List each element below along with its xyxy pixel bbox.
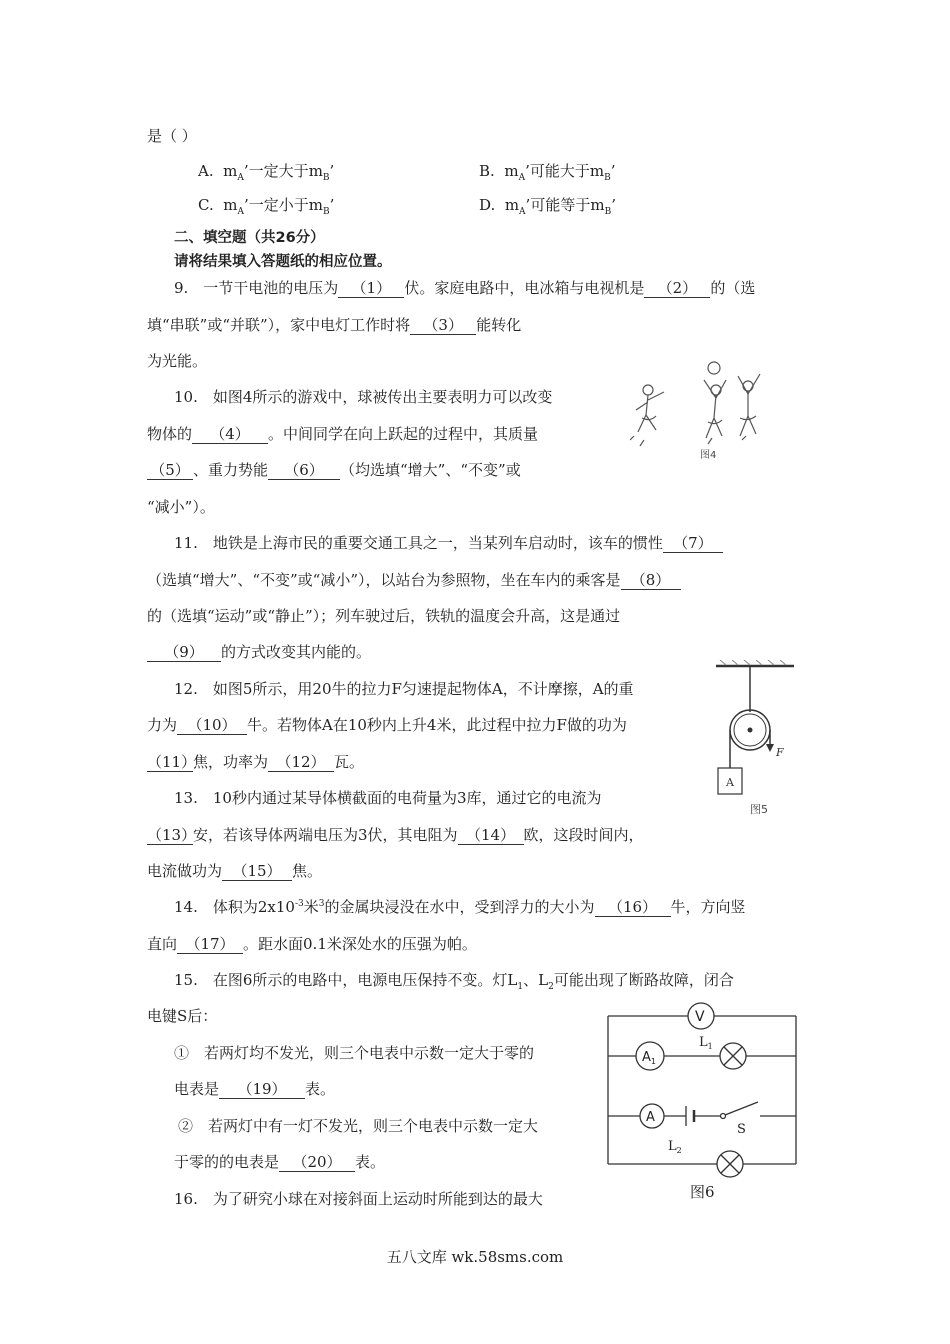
q8-option-a: A. $m_A$’一定大于$m_B$’ [198, 162, 335, 183]
q13-line2: （13）安，若该导体两端电压为3伏，其电阻为 （14） 欧，这段时间内， [147, 826, 644, 844]
q8-option-b: B. $m_A$’可能大于$m_B$’ [479, 162, 616, 183]
q15-line6: 于零的的电表是 （20） 表。 [174, 1153, 386, 1171]
voltmeter-label: V [695, 1009, 705, 1025]
blank-17: （17） [177, 935, 243, 954]
q10-line3: （5） 、重力势能 （6） （均选填“增大”、“不变”或 [147, 460, 521, 480]
q8-stem-tail: 是（ ） [147, 127, 197, 145]
figure-5-label: 图5 [750, 803, 768, 816]
ammeter-a1-label: $A_1$ [642, 1050, 656, 1066]
q16-line1: 16. 为了研究小球在对接斜面上运动时所能到达的最大 [174, 1190, 543, 1208]
q12-line1: 12. 如图5所示，用20牛的拉力F匀速提起物体A，不计摩擦，A的重 [174, 680, 634, 698]
blank-8: （8） [621, 571, 681, 590]
block-label: A [726, 776, 734, 789]
blank-5: （5） [147, 461, 193, 480]
q8-option-c: C. $m_A$’一定小于$m_B$’ [198, 196, 335, 217]
force-label: F [776, 746, 784, 759]
q13-line1: 13. 10秒内通过某导体横截面的电荷量为3库，通过它的电流为 [174, 789, 602, 807]
q15-line2: 电键S后： [147, 1007, 218, 1025]
figure-4 [630, 360, 790, 470]
blank-6: （6） [268, 461, 340, 480]
q11-line3: 的（选填“运动”或“静止”）；列车驶过后，铁轨的温度会升高，这是通过 [147, 607, 621, 625]
blank-12: （12） [268, 753, 334, 772]
q12-line3: （11）焦，功率为 （12） 瓦。 [147, 753, 365, 771]
q14-line2: 直向 （17） 。距水面0.1米深处水的压强为帕。 [147, 935, 477, 953]
blank-1: （1） [338, 279, 404, 298]
switch-s-label: S [737, 1122, 746, 1137]
q11-line2: （选填“增大”、“不变”或“减小”），以站台为参照物，坐在车内的乘客是 （8） [147, 570, 681, 590]
q13-line3: 电流做功为 （15） 焦。 [147, 862, 323, 880]
blank-3: （3） [410, 316, 476, 335]
blank-2: （2） [644, 279, 710, 298]
blank-14: （14） [458, 826, 524, 845]
figure-5 [712, 660, 802, 825]
q10-line2: 物体的 （4） 。中间同学在向上跃起的过程中，其质量 [147, 425, 539, 443]
players-drawing [630, 360, 790, 470]
section-title: 二、填空题（共26分） [174, 230, 325, 246]
blank-19: （19） [219, 1080, 305, 1099]
q15-line1: 15. 在图6所示的电路中，电源电压保持不变。灯$L_1$、$L_2$可能出现了断路故障，闭合 [174, 971, 734, 992]
q9-line1: 9. 一节干电池的电压为 （1） 伏。家庭电路中，电冰箱与电视机是 （2） 的（选 [174, 279, 756, 297]
blank-16: （16） [595, 898, 671, 917]
blank-9: （9） [147, 643, 221, 662]
footer-watermark: 五八文库 wk.58sms.com [386, 1248, 564, 1266]
blank-15: （15） [222, 862, 292, 881]
q15-line5: ② 若两灯中有一灯不发光，则三个电表中示数一定大 [178, 1117, 539, 1135]
q11-line4: （9） 的方式改变其内能的。 [147, 642, 371, 662]
figure-4-label: 图4 [700, 450, 717, 461]
q15-line3: ① 若两灯均不发光，则三个电表中示数一定大于零的 [174, 1044, 535, 1062]
q9-line3: 为光能。 [147, 352, 208, 370]
q14-line1: 14. 体积为$2x10^{-3}$米$^3$的金属块浸没在水中，受到浮力的大小为 （16） 牛，方向竖 [174, 898, 746, 916]
q9-line2: 填“串联”或“并联”），家中电灯工作时将 （3） 能转化 [147, 316, 522, 334]
blank-10: （10） [177, 716, 247, 735]
figure-6-label: 图6 [690, 1183, 715, 1201]
q11-line1: 11. 地铁是上海市民的重要交通工具之一，当某列车启动时，该车的惯性 （7） [174, 533, 723, 553]
blank-4: （4） [192, 425, 268, 444]
q12-line2: 力为 （10） 牛。若物体A在10秒内上升4米，此过程中拉力F做的功为 [147, 716, 627, 734]
ammeter-a-label: A [646, 1110, 655, 1125]
blank-13: （13） [147, 826, 197, 844]
section-instruction: 请将结果填入答题纸的相应位置。 [174, 254, 392, 270]
figure-6 [602, 998, 807, 1210]
lamp-l2-label: $L_2$ [668, 1139, 682, 1155]
blank-7: （7） [663, 534, 723, 553]
blank-11: （11） [147, 753, 197, 771]
pulley-drawing [712, 660, 802, 825]
q15-line4: 电表是 （19） 表。 [174, 1080, 336, 1098]
q10-line1: 10. 如图4所示的游戏中，球被传出主要表明力可以改变 [174, 388, 553, 406]
q8-option-d: D. $m_A$’可能等于$m_B$’ [479, 196, 616, 217]
q10-line4: “减小”）。 [147, 498, 215, 516]
blank-20: （20） [279, 1153, 355, 1172]
lamp-l1-label: $L_1$ [699, 1035, 713, 1051]
circuit-diagram [602, 998, 807, 1210]
